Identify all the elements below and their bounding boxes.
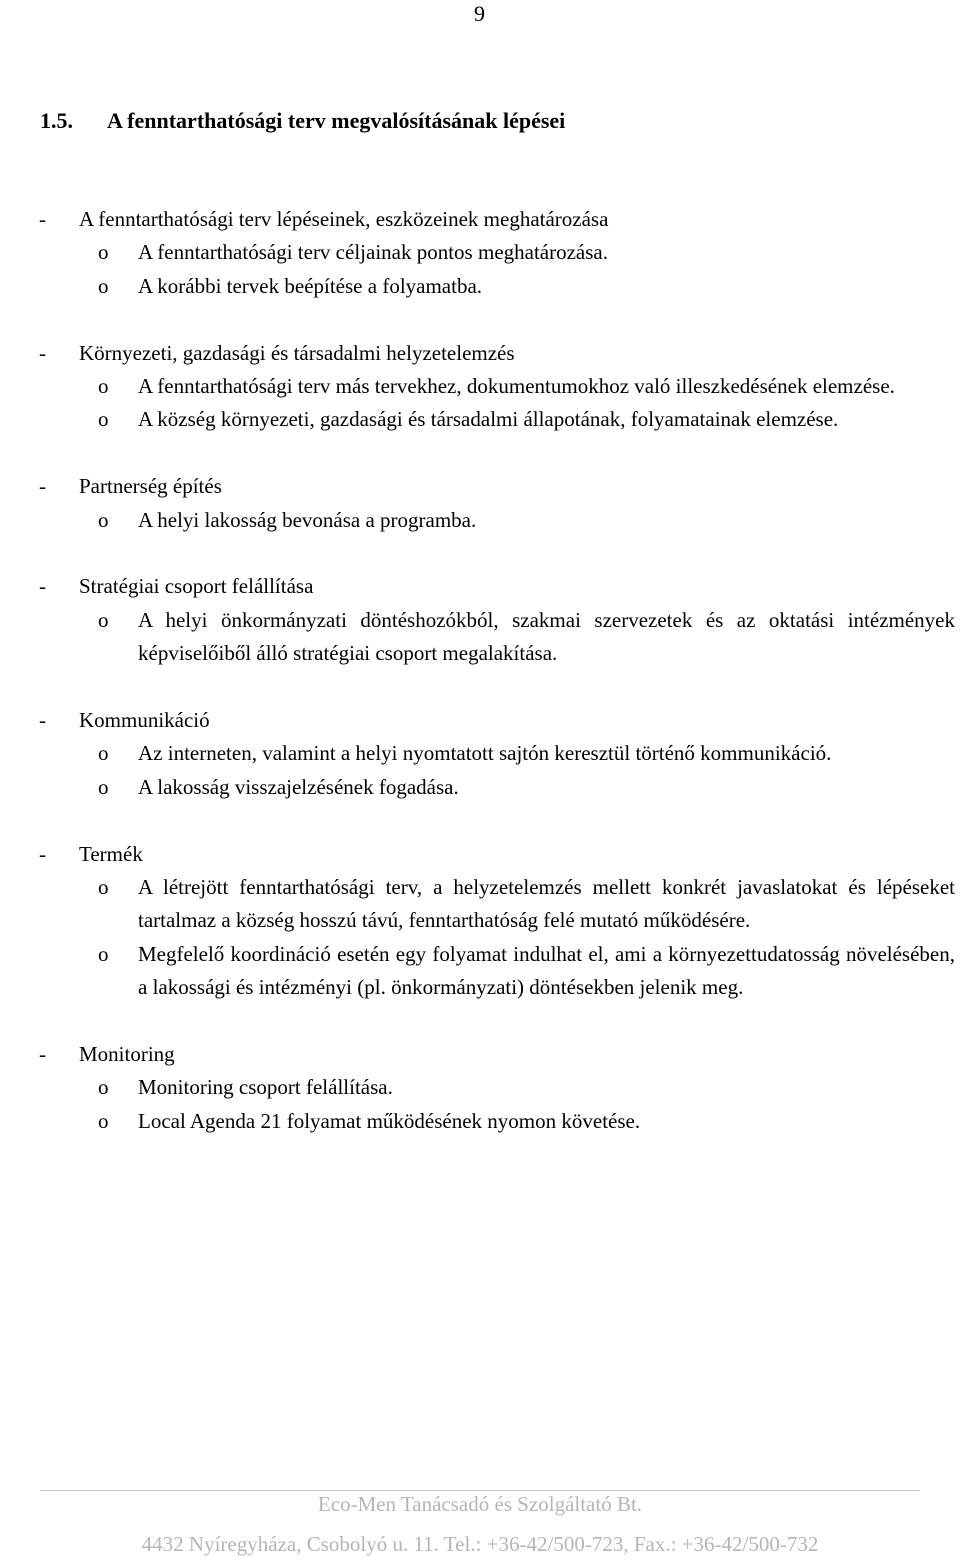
dash-marker: - <box>39 340 46 365</box>
sub-list <box>0 871 960 1005</box>
sub-list <box>0 604 960 671</box>
dash-marker: - <box>39 207 46 231</box>
list-item <box>0 370 960 403</box>
section-title <box>0 470 960 503</box>
section-title <box>0 337 960 370</box>
heading-title: A fenntarthatósági terv megvalósításának lépései <box>107 108 566 133</box>
list-item-text: A létrejött fenntarthatósági terv, a helyzetelemzés mellett konkrét javaslatokat és lépéseket tartalmaz a község hosszú távú, fenntarthatóság felé mutató működésére. <box>138 875 955 933</box>
list-section <box>0 704 960 804</box>
bullet-marker: o <box>98 607 109 632</box>
list-section <box>0 203 960 303</box>
dash-marker: - <box>39 708 46 733</box>
list-item-text: A helyi önkormányzati döntéshozókból, szakmai szervezetek és az oktatási intézmények képviselőiből álló stratégiai csoport megalakítása. <box>138 607 955 666</box>
dash-marker: - <box>39 474 46 499</box>
list-item <box>0 871 960 938</box>
section-title-text: A fenntarthatósági terv lépéseinek, eszközeinek meghatározása <box>79 207 609 231</box>
list-item <box>0 504 960 537</box>
list-item-text: A korábbi tervek beépítése a folyamatba. <box>138 273 483 298</box>
bullet-marker: o <box>98 507 109 532</box>
bullet-marker: o <box>98 240 109 265</box>
bullet-marker: o <box>98 941 109 966</box>
section-title-text: Környezeti, gazdasági és társadalmi helyzetelemzés <box>79 340 515 365</box>
sub-list <box>0 370 960 437</box>
section-title <box>0 838 960 871</box>
list-section <box>0 470 960 537</box>
list-item-text: A helyi lakosság bevonása a programba. <box>138 507 477 532</box>
section-title-text: Kommunikáció <box>79 708 210 733</box>
list-item <box>0 938 960 1005</box>
dash-marker: - <box>39 574 46 599</box>
bullet-marker: o <box>98 774 109 799</box>
page-number: 9 <box>474 1 485 26</box>
footer-company: Eco-Men Tanácsadó és Szolgáltató Bt. <box>317 1492 643 1516</box>
sub-list <box>0 1071 960 1138</box>
list-item <box>0 1071 960 1104</box>
list-item <box>0 403 960 436</box>
list-item <box>0 1105 960 1138</box>
list-item <box>0 236 960 269</box>
list-section <box>0 1038 960 1138</box>
list-item-text: A lakosság visszajelzésének fogadása. <box>138 774 459 799</box>
bullet-marker: o <box>98 741 109 766</box>
dash-marker: - <box>39 841 46 866</box>
section-title-text: Monitoring <box>79 1042 175 1067</box>
bullet-marker: o <box>98 1075 109 1100</box>
section-title-text: Partnerség építés <box>79 474 222 499</box>
bullet-marker: o <box>98 1108 109 1133</box>
list-section <box>0 838 960 1005</box>
list-section <box>0 337 960 437</box>
list-item <box>0 771 960 804</box>
bullet-marker: o <box>98 407 109 432</box>
section-title <box>0 704 960 737</box>
sub-list <box>0 504 960 537</box>
sub-list <box>0 737 960 804</box>
list-item-text: Monitoring csoport felállítása. <box>138 1075 393 1100</box>
list-item-text: A község környezeti, gazdasági és társadalmi állapotának, folyamatainak elemzése. <box>138 407 839 432</box>
section-title <box>0 1038 960 1071</box>
dash-marker: - <box>39 1042 46 1067</box>
list-item-text: Local Agenda 21 folyamat működésének nyomon követése. <box>138 1108 641 1133</box>
list-item <box>0 270 960 303</box>
section-title-text: Termék <box>79 841 143 866</box>
section-heading <box>40 104 565 138</box>
section-title <box>0 203 960 236</box>
bullet-marker: o <box>98 273 109 298</box>
section-title <box>0 570 960 603</box>
list-item-text: Az interneten, valamint a helyi nyomtatott sajtón keresztül történő kommunikáció. <box>138 741 832 766</box>
sub-list <box>0 236 960 303</box>
content-body <box>0 203 960 1172</box>
list-item <box>0 604 960 671</box>
list-item-text: A fenntarthatósági terv más tervekhez, dokumentumokhoz való illeszkedésének elemzése. <box>138 374 895 399</box>
bullet-marker: o <box>98 374 109 399</box>
list-item-text: Megfelelő koordináció esetén egy folyamat indulhat el, ami a környezettudatosság növelésében, a lakossági és intézményi (pl. önkormányzati) döntésekben jelenik meg. <box>138 941 955 1000</box>
list-section <box>0 570 960 670</box>
heading-number: 1.5. <box>40 108 73 133</box>
list-item-text: A fenntarthatósági terv céljainak pontos meghatározása. <box>138 240 608 265</box>
bullet-marker: o <box>98 875 109 900</box>
footer-address: 4432 Nyíregyháza, Csobolyó u. 11. Tel.: +36-42/500-723, Fax.: +36-42/500-732 <box>141 1532 819 1556</box>
section-title-text: Stratégiai csoport felállítása <box>79 574 314 599</box>
list-item <box>0 737 960 770</box>
